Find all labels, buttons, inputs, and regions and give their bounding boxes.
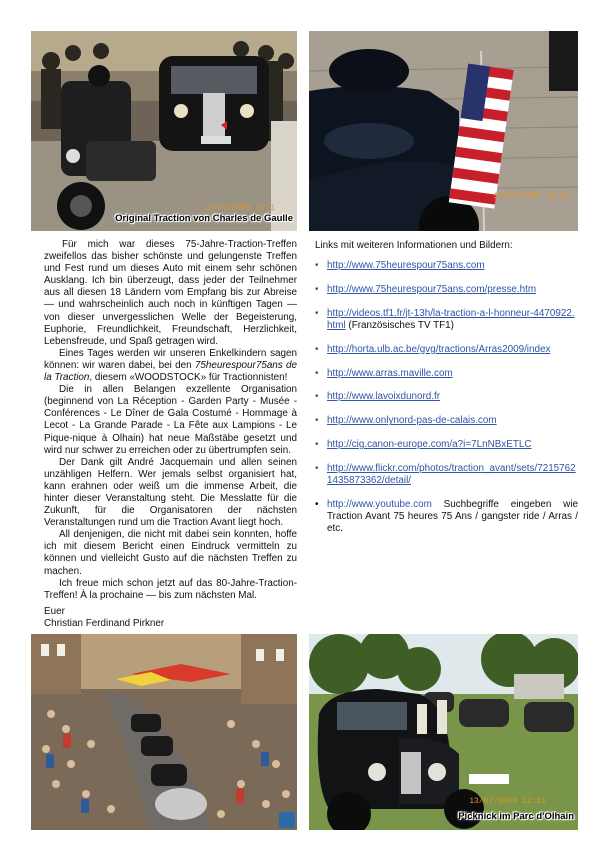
list-item (315, 499, 578, 535)
link[interactable]: http://videos.tf1.fr/jt-13h/la-traction-a-l-honneur-4470922.html (327, 307, 575, 331)
photo-caption: Picknick im Parc d'Olhain (458, 811, 574, 822)
article-paragraph: Der Dank gilt André Jacquemain und allen seinen unzähligen Helfern. Wer jemals selbst organisiert hat, kann erahnen oder weiß um die immense Arbeit, die hinter dieser Veranstaltung steht. Die Messlatte für die Zukunft, für die Organisatoren der nächsten Veranstaltungen rund um die Traction Avant liegt hoch. (44, 456, 297, 529)
signature-block (44, 606, 164, 630)
list-item (315, 368, 578, 380)
link-note: Suchbegriffe eingeben wie Traction Avant 75 heures 75 Ans / gangster ride / Arras / etc. (327, 499, 578, 535)
list-item (315, 260, 578, 272)
link-note: (Französisches TV TF1) (345, 319, 454, 331)
list-item (315, 415, 578, 427)
link[interactable]: http://www.onlynord-pas-de-calais.com (327, 415, 497, 427)
bullet-icon: • (315, 391, 319, 403)
bullet-icon: • (315, 283, 319, 295)
bullet-icon: • (315, 343, 319, 355)
bullet-icon: • (315, 499, 319, 511)
photo-picnic (309, 634, 578, 830)
list-item (315, 463, 578, 487)
link[interactable]: http://www.youtube.com (327, 499, 432, 511)
article-paragraph: Eines Tages werden wir unseren Enkelkindern sagen können: wir waren dabei, bei den 75heurespour75ans de la Traction, diesem «WOODSTOCK» für Tractionnisten! (44, 347, 298, 384)
link[interactable]: http://cig.canon-europe.com/a?i=7LnNBxETLC (327, 439, 532, 451)
list-item (315, 391, 578, 403)
list-item (315, 344, 578, 356)
photo-de-gaulle-traction (31, 31, 297, 231)
flag-car-image (309, 31, 578, 231)
article-paragraph: All denjenigen, die nicht mit dabei sein konnten, hoffe ich mit diesem Bericht einen Eindruck vermitteln zu können und vielleicht Gusto auf die nächsten Treffen zu machen. (44, 529, 297, 577)
photo-date-stamp: 13/07/2009 12:51 (469, 797, 546, 806)
bullet-icon: • (315, 463, 319, 475)
link[interactable]: http://www.flickr.com/photos/traction_avant/sets/72157621435873362/detail/ (327, 463, 576, 487)
bullet-icon: • (315, 439, 319, 451)
list-item (315, 284, 578, 296)
author-name: Christian Ferdinand Pirkner (44, 618, 165, 630)
links-heading: Links mit weiteren Informationen und Bildern: (315, 240, 513, 251)
photo-flag-car (309, 31, 578, 231)
link[interactable]: http://horta.ulb.ac.be/gvg/tractions/Arras2009/index (327, 343, 551, 355)
article-paragraph: Die in allen Belangen exzellente Organisation (beginnend von La Réception - Garden Party - Musée - Conférences - Le Dîner de Gala Costumé - Hommage à Lecot - La Grande Parade - La Fête aux Lampions - Le Pique-nique à Olhain) hat neue Maßstäbe gesetzt und wird nur schwer zu erreichen oder zu übertrumpfen sein. (44, 384, 297, 456)
link[interactable]: http://www.75heurespour75ans.com (327, 260, 485, 271)
street-scene-image (31, 31, 297, 231)
bullet-icon: • (315, 260, 319, 271)
link[interactable]: http://www.arras.maville.com (327, 367, 453, 379)
article-text (44, 239, 297, 602)
photo-caption: Original Traction von Charles de Gaulle (115, 213, 293, 224)
photo-date-stamp: 12/07/2009 17:1 (202, 204, 275, 213)
closing-line: Euer (44, 606, 65, 617)
bullet-icon: • (315, 307, 319, 319)
article-paragraph: Ich freue mich schon jetzt auf das 80-Jahre-Traction-Treffen! À la prochaine — bis zum nächsten Mal. (44, 577, 297, 601)
bullet-icon: • (315, 415, 319, 427)
photo-date-stamp: 12/07/2009 12:55 (493, 192, 570, 201)
link[interactable]: http://www.75heurespour75ans.com/presse.htm (327, 283, 537, 295)
photo-parade-crowd (31, 634, 297, 830)
parade-image (31, 634, 297, 830)
links-list (315, 260, 578, 547)
list-item (315, 439, 578, 451)
list-item (315, 308, 578, 332)
link[interactable]: http://www.lavoixdunord.fr (327, 391, 441, 403)
article-paragraph: Für mich war dieses 75-Jahre-Traction-Treffen zweifellos das bisher schönste und gelungenste Treffen und Fest rund um dieses Auto mit einem sehr schönen Ausklang. Ich bin überzeugt, dass jeder der Teilnehmer aus all diesen 18 Ländern vom Empfang bis zur Abreise — und wahrscheinlich auch noch in künftigen Tagen — von dieser unvergesslichen Welle der Begeisterung, Euphorie, Freundlichkeit, Freundschaft, Herzlichkeit, Lebensfreude, und Spaß getragen wird. (44, 239, 297, 347)
bullet-icon: • (315, 367, 319, 379)
